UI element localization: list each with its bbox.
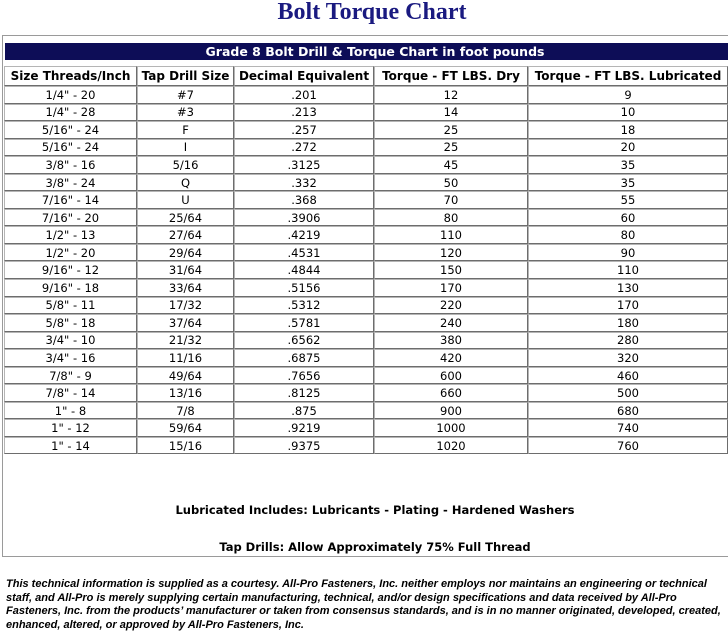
cell-torque-dry: 50: [374, 174, 528, 192]
cell-torque-lubricated: 280: [528, 332, 728, 350]
cell-torque-lubricated: 10: [528, 104, 728, 122]
cell-torque-dry: 150: [374, 261, 528, 279]
table-row: [4, 139, 728, 157]
cell-torque-dry: 660: [374, 384, 528, 402]
cell-tap-drill: #7: [137, 86, 234, 104]
tap-drill-note: Tap Drills: Allow Approximately 75% Full Thread: [219, 540, 531, 554]
header-decimal: Decimal Equivalent: [234, 66, 374, 86]
cell-torque-dry: 70: [374, 191, 528, 209]
cell-decimal: .6562: [234, 332, 374, 350]
cell-torque-dry: 12: [374, 86, 528, 104]
disclaimer-text: This technical information is supplied as a courtesy. All-Pro Fasteners, Inc. neither employs nor maintains an engineering or technical staff, and All-Pro is merely supplying certain manufacturing, technical, and/or design specifications and data received by All-Pro Fasteners, Inc. from the products’ manufacturer or taken from consensus standards, and is in no manner originated, developed, created, enhanced, altered, or approved by All-Pro Fasteners, Inc.: [6, 578, 721, 631]
cell-size: 1/4" - 28: [4, 104, 137, 122]
cell-torque-dry: 45: [374, 156, 528, 174]
cell-torque-lubricated: 9: [528, 86, 728, 104]
cell-tap-drill: 59/64: [137, 419, 234, 437]
cell-tap-drill: 33/64: [137, 279, 234, 297]
cell-torque-dry: 900: [374, 402, 528, 420]
cell-tap-drill: I: [137, 139, 234, 157]
cell-tap-drill: #3: [137, 104, 234, 122]
cell-size: 1" - 12: [4, 419, 137, 437]
header-size: Size Threads/Inch: [4, 66, 137, 86]
cell-torque-lubricated: 60: [528, 209, 728, 227]
cell-torque-lubricated: 740: [528, 419, 728, 437]
cell-decimal: .3906: [234, 209, 374, 227]
cell-torque-lubricated: 320: [528, 349, 728, 367]
cell-torque-dry: 170: [374, 279, 528, 297]
table-row: [4, 191, 728, 209]
cell-decimal: .9375: [234, 437, 374, 455]
cell-torque-lubricated: 170: [528, 297, 728, 315]
cell-torque-lubricated: 460: [528, 367, 728, 385]
table-row: [4, 349, 728, 367]
cell-decimal: .6875: [234, 349, 374, 367]
cell-torque-lubricated: 55: [528, 191, 728, 209]
cell-tap-drill: F: [137, 121, 234, 139]
cell-decimal: .5156: [234, 279, 374, 297]
cell-decimal: .257: [234, 121, 374, 139]
cell-torque-dry: 420: [374, 349, 528, 367]
cell-size: 5/16" - 24: [4, 121, 137, 139]
cell-tap-drill: 11/16: [137, 349, 234, 367]
cell-torque-lubricated: 130: [528, 279, 728, 297]
table-row: [4, 279, 728, 297]
table-row: [4, 402, 728, 420]
cell-torque-dry: 380: [374, 332, 528, 350]
cell-torque-lubricated: 500: [528, 384, 728, 402]
cell-size: 7/16" - 14: [4, 191, 137, 209]
cell-torque-dry: 1000: [374, 419, 528, 437]
cell-torque-lubricated: 180: [528, 314, 728, 332]
chart-banner: Grade 8 Bolt Drill & Torque Chart in foot pounds: [5, 43, 728, 60]
cell-decimal: .272: [234, 139, 374, 157]
header-tap-drill: Tap Drill Size: [137, 66, 234, 86]
table-row: [4, 226, 728, 244]
cell-tap-drill: 37/64: [137, 314, 234, 332]
cell-size: 9/16" - 12: [4, 261, 137, 279]
cell-tap-drill: 29/64: [137, 244, 234, 262]
cell-size: 9/16" - 18: [4, 279, 137, 297]
cell-torque-dry: 110: [374, 226, 528, 244]
cell-decimal: .213: [234, 104, 374, 122]
table-row: [4, 384, 728, 402]
cell-torque-lubricated: 80: [528, 226, 728, 244]
cell-decimal: .4844: [234, 261, 374, 279]
cell-size: 7/8" - 14: [4, 384, 137, 402]
cell-decimal: .332: [234, 174, 374, 192]
table-row: [4, 332, 728, 350]
table-row: [4, 156, 728, 174]
cell-torque-dry: 14: [374, 104, 528, 122]
table-body: [4, 86, 728, 454]
table-row: [4, 86, 728, 104]
cell-decimal: .201: [234, 86, 374, 104]
cell-torque-lubricated: 680: [528, 402, 728, 420]
cell-tap-drill: 49/64: [137, 367, 234, 385]
cell-torque-dry: 240: [374, 314, 528, 332]
table-row: [4, 261, 728, 279]
cell-tap-drill: Q: [137, 174, 234, 192]
table-row: [4, 419, 728, 437]
cell-torque-lubricated: 35: [528, 174, 728, 192]
cell-torque-lubricated: 35: [528, 156, 728, 174]
table-row: [4, 297, 728, 315]
header-torque-dry: Torque - FT LBS. Dry: [374, 66, 528, 86]
cell-torque-lubricated: 20: [528, 139, 728, 157]
cell-size: 5/8" - 11: [4, 297, 137, 315]
table-row: [4, 121, 728, 139]
page-title: Bolt Torque Chart: [277, 0, 467, 25]
cell-tap-drill: 21/32: [137, 332, 234, 350]
table-row: [4, 437, 728, 455]
cell-torque-lubricated: 110: [528, 261, 728, 279]
cell-tap-drill: 13/16: [137, 384, 234, 402]
cell-decimal: .368: [234, 191, 374, 209]
table-row: [4, 367, 728, 385]
cell-size: 3/4" - 16: [4, 349, 137, 367]
cell-tap-drill: 7/8: [137, 402, 234, 420]
cell-torque-dry: 120: [374, 244, 528, 262]
cell-torque-lubricated: 760: [528, 437, 728, 455]
table-row: [4, 314, 728, 332]
cell-size: 1/2" - 13: [4, 226, 137, 244]
cell-tap-drill: U: [137, 191, 234, 209]
cell-size: 1" - 8: [4, 402, 137, 420]
table-row: [4, 104, 728, 122]
cell-torque-dry: 600: [374, 367, 528, 385]
cell-decimal: .5781: [234, 314, 374, 332]
cell-torque-dry: 1020: [374, 437, 528, 455]
cell-size: 1/4" - 20: [4, 86, 137, 104]
cell-tap-drill: 31/64: [137, 261, 234, 279]
cell-torque-dry: 25: [374, 139, 528, 157]
cell-size: 3/8" - 16: [4, 156, 137, 174]
cell-tap-drill: 5/16: [137, 156, 234, 174]
cell-decimal: .4219: [234, 226, 374, 244]
cell-torque-dry: 220: [374, 297, 528, 315]
table-header-row: [4, 66, 728, 86]
table-row: [4, 244, 728, 262]
cell-decimal: .4531: [234, 244, 374, 262]
cell-size: 5/16" - 24: [4, 139, 137, 157]
table-row: [4, 209, 728, 227]
cell-size: 3/8" - 24: [4, 174, 137, 192]
cell-torque-dry: 25: [374, 121, 528, 139]
cell-decimal: .3125: [234, 156, 374, 174]
cell-torque-lubricated: 18: [528, 121, 728, 139]
cell-decimal: .7656: [234, 367, 374, 385]
cell-tap-drill: 15/16: [137, 437, 234, 455]
torque-table: [4, 66, 728, 454]
cell-size: 1/2" - 20: [4, 244, 137, 262]
lubricated-note: Lubricated Includes: Lubricants - Plating - Hardened Washers: [175, 503, 575, 517]
cell-tap-drill: 17/32: [137, 297, 234, 315]
cell-size: 5/8" - 18: [4, 314, 137, 332]
cell-decimal: .8125: [234, 384, 374, 402]
cell-size: 1" - 14: [4, 437, 137, 455]
cell-size: 3/4" - 10: [4, 332, 137, 350]
cell-torque-dry: 80: [374, 209, 528, 227]
cell-torque-lubricated: 90: [528, 244, 728, 262]
cell-decimal: .5312: [234, 297, 374, 315]
cell-size: 7/16" - 20: [4, 209, 137, 227]
header-torque-lubricated: Torque - FT LBS. Lubricated: [528, 66, 728, 86]
cell-decimal: .875: [234, 402, 374, 420]
cell-tap-drill: 27/64: [137, 226, 234, 244]
cell-size: 7/8" - 9: [4, 367, 137, 385]
table-row: [4, 174, 728, 192]
cell-decimal: .9219: [234, 419, 374, 437]
cell-tap-drill: 25/64: [137, 209, 234, 227]
